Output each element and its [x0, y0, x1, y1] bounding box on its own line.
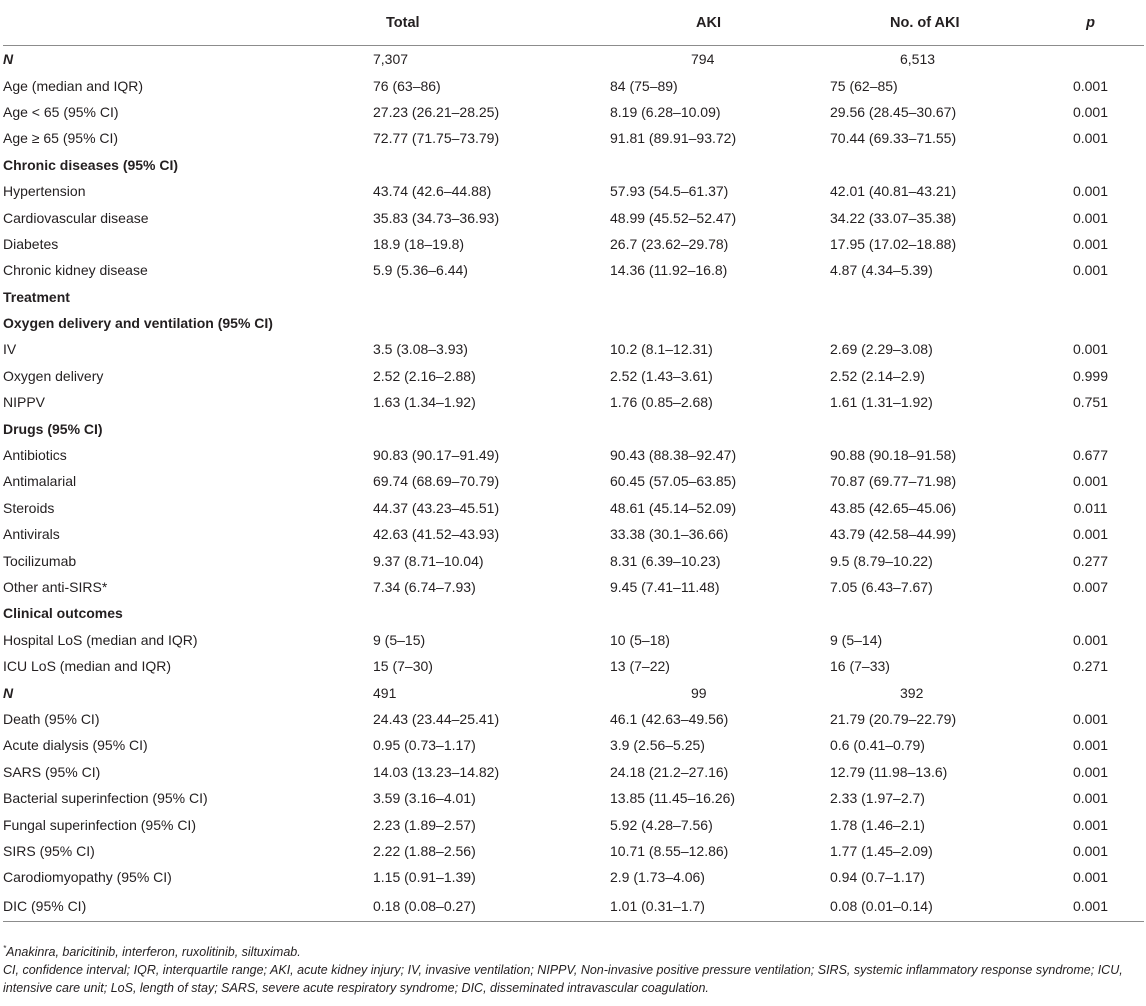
- cell-aki: [610, 284, 830, 310]
- row-label: N: [3, 684, 14, 701]
- row-label: Oxygen delivery: [3, 367, 104, 384]
- cell-p: 0.271: [1072, 658, 1109, 675]
- cell-aki: 48.99 (45.52–52.47): [610, 209, 737, 226]
- cell-aki: 14.36 (11.92–16.8): [610, 262, 728, 279]
- cell-aki: 99: [691, 684, 707, 701]
- cell-p: 0.001: [1072, 341, 1109, 358]
- cell-no-aki: 1.61 (1.31–1.92): [830, 394, 933, 411]
- table-row: [3, 468, 1144, 494]
- cell-total: [373, 284, 610, 310]
- row-label: Antimalarial: [3, 473, 77, 490]
- results-table: [3, 0, 1144, 922]
- cell-p: 0.001: [1072, 183, 1109, 200]
- cell-p: 0.001: [1072, 869, 1109, 886]
- cell-p: 0.001: [1072, 77, 1109, 94]
- cell-total: 90.83 (90.17–91.49): [373, 447, 500, 464]
- cell-aki: [610, 310, 830, 336]
- cell-p: 0.001: [1072, 473, 1109, 490]
- cell-aki: [610, 600, 830, 626]
- cell-aki: 24.18 (21.2–27.16): [610, 763, 729, 780]
- table-row: [3, 891, 1144, 922]
- header-total: Total: [373, 0, 610, 46]
- cell-aki: [610, 415, 830, 441]
- cell-no-aki: [830, 152, 1037, 178]
- cell-total: 18.9 (18–19.8): [373, 235, 465, 252]
- cell-total: [373, 600, 610, 626]
- cell-total: 14.03 (13.23–14.82): [373, 763, 500, 780]
- table-row: [3, 389, 1144, 415]
- cell-no-aki: 17.95 (17.02–18.88): [830, 235, 957, 252]
- cell-aki: 13 (7–22): [610, 658, 670, 675]
- table-row: [3, 653, 1144, 679]
- cell-aki: 46.1 (42.63–49.56): [610, 710, 729, 727]
- cell-p: 0.001: [1072, 816, 1109, 833]
- cell-aki: 10.2 (8.1–12.31): [610, 341, 713, 358]
- cell-aki: 9.45 (7.41–11.48): [610, 579, 720, 595]
- section-row: [3, 284, 1144, 310]
- footnote-1-text: Anakinra, baricitinib, interferon, ruxolitinib, siltuximab.: [6, 944, 301, 959]
- row-label: Treatment: [3, 288, 70, 305]
- cell-p: 0.001: [1072, 710, 1109, 727]
- table-row: [3, 442, 1144, 468]
- row-label: Death (95% CI): [3, 710, 100, 727]
- cell-no-aki: 1.78 (1.46–2.1): [830, 816, 925, 833]
- table-row: [3, 363, 1144, 389]
- cell-p: 0.001: [1072, 737, 1109, 754]
- header-p: p: [1037, 0, 1144, 46]
- cell-total: 2.23 (1.89–2.57): [373, 816, 476, 833]
- cell-no-aki: 2.33 (1.97–2.7): [830, 790, 925, 807]
- cell-no-aki: 392: [900, 684, 924, 701]
- cell-p: [1037, 415, 1144, 441]
- cell-p: [1037, 679, 1144, 705]
- cell-no-aki: 0.08 (0.01–0.14): [830, 891, 1037, 922]
- cell-no-aki: 1.77 (1.45–2.09): [830, 842, 933, 859]
- cell-total: 44.37 (43.23–45.51): [373, 499, 500, 516]
- row-label: Cardiovascular disease: [3, 209, 149, 226]
- cell-aki: 2.52 (1.43–3.61): [610, 367, 713, 384]
- row-label: Other anti-SIRS*: [3, 579, 108, 595]
- cell-total: 35.83 (34.73–36.93): [373, 209, 500, 226]
- row-label: Chronic diseases (95% CI): [3, 156, 179, 173]
- table-row: [3, 336, 1144, 362]
- cell-p: 0.001: [1072, 262, 1109, 279]
- cell-total: 491: [373, 684, 397, 701]
- row-label: Age < 65 (95% CI): [3, 103, 119, 120]
- table-row: [3, 627, 1144, 653]
- cell-aki: 13.85 (11.45–16.26): [610, 790, 736, 807]
- table-row: [3, 811, 1144, 837]
- footnote-marker: *: [3, 943, 7, 953]
- table-row: [3, 732, 1144, 758]
- cell-aki: [610, 152, 830, 178]
- table-row: [3, 125, 1144, 151]
- cell-p: [1037, 46, 1144, 73]
- cell-total: 27.23 (26.21–28.25): [373, 103, 500, 120]
- row-label: NIPPV: [3, 394, 46, 411]
- cell-p: 0.001: [1072, 235, 1109, 252]
- row-label: Drugs (95% CI): [3, 420, 103, 437]
- cell-total: 9 (5–15): [373, 631, 426, 648]
- cell-no-aki: 43.85 (42.65–45.06): [830, 499, 957, 516]
- cell-p: 0.001: [1072, 763, 1109, 780]
- cell-no-aki: 43.79 (42.58–44.99): [830, 526, 957, 543]
- cell-total: 7,307: [373, 51, 409, 68]
- cell-p: 0.007: [1072, 579, 1109, 595]
- cell-total: [373, 415, 610, 441]
- table-row: [3, 99, 1144, 125]
- row-label: Acute dialysis (95% CI): [3, 737, 148, 754]
- table-row: [3, 785, 1144, 811]
- cell-total: 9.37 (8.71–10.04): [373, 552, 484, 569]
- cell-aki: 10.71 (8.55–12.86): [610, 842, 729, 859]
- cell-p: 0.001: [1072, 526, 1109, 543]
- row-label: SARS (95% CI): [3, 763, 101, 780]
- cell-total: 42.63 (41.52–43.93): [373, 526, 500, 543]
- row-label: ICU LoS (median and IQR): [3, 658, 172, 675]
- cell-no-aki: 70.87 (69.77–71.98): [830, 473, 957, 490]
- cell-no-aki: 0.6 (0.41–0.79): [830, 737, 925, 754]
- cell-no-aki: [830, 284, 1037, 310]
- section-row: [3, 415, 1144, 441]
- cell-aki: 26.7 (23.62–29.78): [610, 235, 729, 252]
- cell-p: 0.751: [1072, 394, 1109, 411]
- cell-aki: 91.81 (89.91–93.72): [610, 130, 737, 147]
- table-row: [3, 547, 1144, 573]
- cell-no-aki: 4.87 (4.34–5.39): [830, 262, 933, 279]
- table-row: [3, 864, 1144, 890]
- cell-total: [373, 310, 610, 336]
- table-row: [3, 495, 1144, 521]
- row-label: Bacterial superinfection (95% CI): [3, 790, 208, 807]
- cell-aki: 3.9 (2.56–5.25): [610, 737, 705, 754]
- cell-p: 0.001: [1037, 891, 1144, 922]
- cell-aki: 60.45 (57.05–63.85): [610, 473, 737, 490]
- cell-aki: 8.31 (6.39–10.23): [610, 552, 721, 569]
- cell-p: 0.277: [1072, 552, 1109, 569]
- n-row: [3, 46, 1144, 73]
- row-label: Clinical outcomes: [3, 605, 123, 622]
- cell-total: 3.59 (3.16–4.01): [373, 790, 476, 807]
- cell-no-aki: 75 (62–85): [830, 77, 898, 94]
- table-row: [3, 759, 1144, 785]
- table-row: [3, 706, 1144, 732]
- row-label: Carodiomyopathy (95% CI): [3, 869, 172, 886]
- table-row: [3, 204, 1144, 230]
- section-row: [3, 600, 1144, 626]
- cell-total: [373, 152, 610, 178]
- row-label: Fungal superinfection (95% CI): [3, 816, 196, 833]
- cell-aki: 794: [691, 51, 715, 68]
- row-label: N: [3, 51, 14, 68]
- cell-total: 15 (7–30): [373, 658, 433, 675]
- footnote-1: [3, 940, 1143, 961]
- row-label: Steroids: [3, 499, 55, 516]
- cell-p: [1037, 600, 1144, 626]
- table-row: [3, 231, 1144, 257]
- cell-p: [1037, 284, 1144, 310]
- cell-aki: 48.61 (45.14–52.09): [610, 499, 737, 516]
- cell-total: 0.95 (0.73–1.17): [373, 737, 476, 754]
- cell-p: 0.001: [1072, 209, 1109, 226]
- row-label: DIC (95% CI): [3, 891, 373, 922]
- header-no-aki: No. of AKI: [830, 0, 1037, 46]
- cell-total: 2.52 (2.16–2.88): [373, 367, 476, 384]
- cell-total: 1.15 (0.91–1.39): [373, 869, 476, 886]
- row-label: IV: [3, 341, 17, 358]
- cell-total: 76 (63–86): [373, 77, 441, 94]
- cell-no-aki: [830, 310, 1037, 336]
- row-label: Age ≥ 65 (95% CI): [3, 130, 119, 147]
- cell-aki: 5.92 (4.28–7.56): [610, 816, 713, 833]
- cell-no-aki: 70.44 (69.33–71.55): [830, 130, 957, 147]
- cell-aki: 10 (5–18): [610, 631, 670, 648]
- cell-p: 0.001: [1072, 790, 1109, 807]
- cell-p: 0.677: [1072, 447, 1109, 464]
- cell-p: 0.001: [1072, 631, 1109, 648]
- header-row: [3, 0, 1144, 46]
- cell-no-aki: 7.05 (6.43–7.67): [830, 579, 933, 595]
- cell-no-aki: 42.01 (40.81–43.21): [830, 183, 957, 200]
- section-row: [3, 310, 1144, 336]
- cell-no-aki: 9 (5–14): [830, 631, 883, 648]
- table-body: [3, 46, 1144, 922]
- row-label: Diabetes: [3, 235, 59, 252]
- cell-aki: 33.38 (30.1–36.66): [610, 526, 729, 543]
- table-row: [3, 178, 1144, 204]
- cell-no-aki: 29.56 (28.45–30.67): [830, 103, 957, 120]
- header-label: [3, 0, 373, 46]
- table-row: [3, 838, 1144, 864]
- table-row: [3, 257, 1144, 283]
- cell-aki: 8.19 (6.28–10.09): [610, 103, 721, 120]
- cell-aki: 84 (75–89): [610, 77, 678, 94]
- cell-total: 2.22 (1.88–2.56): [373, 842, 476, 859]
- cell-no-aki: 2.69 (2.29–3.08): [830, 341, 933, 358]
- cell-no-aki: 90.88 (90.18–91.58): [830, 447, 957, 464]
- cell-aki: 90.43 (88.38–92.47): [610, 447, 737, 464]
- cell-no-aki: [830, 600, 1037, 626]
- cell-total: 43.74 (42.6–44.88): [373, 183, 492, 200]
- cell-aki: 2.9 (1.73–4.06): [610, 869, 705, 886]
- row-label: SIRS (95% CI): [3, 842, 95, 859]
- row-label: Tocilizumab: [3, 552, 77, 569]
- cell-no-aki: 9.5 (8.79–10.22): [830, 552, 933, 569]
- cell-p: [1037, 310, 1144, 336]
- cell-no-aki: 2.52 (2.14–2.9): [830, 367, 925, 384]
- row-label: Chronic kidney disease: [3, 262, 148, 279]
- section-row: [3, 152, 1144, 178]
- cell-total: 72.77 (71.75–73.79): [373, 130, 500, 147]
- row-label: Antibiotics: [3, 447, 67, 464]
- cell-no-aki: 0.94 (0.7–1.17): [830, 869, 925, 886]
- cell-no-aki: 12.79 (11.98–13.6): [830, 763, 948, 780]
- cell-aki: 1.76 (0.85–2.68): [610, 394, 713, 411]
- n-row: [3, 679, 1144, 705]
- cell-no-aki: 34.22 (33.07–35.38): [830, 209, 957, 226]
- cell-p: 0.001: [1072, 103, 1109, 120]
- table-row: [3, 574, 1144, 600]
- cell-p: 0.999: [1072, 367, 1109, 384]
- cell-aki: 1.01 (0.31–1.7): [610, 891, 830, 922]
- table-row: [3, 72, 1144, 98]
- cell-p: 0.001: [1072, 842, 1109, 859]
- cell-no-aki: 6,513: [900, 51, 936, 68]
- cell-total: 7.34 (6.74–7.93): [373, 579, 476, 595]
- cell-total: 69.74 (68.69–70.79): [373, 473, 500, 490]
- row-label: Hypertension: [3, 183, 86, 200]
- cell-total: 3.5 (3.08–3.93): [373, 341, 468, 358]
- cell-p: 0.011: [1073, 499, 1108, 516]
- cell-no-aki: 16 (7–33): [830, 658, 890, 675]
- cell-no-aki: 21.79 (20.79–22.79): [830, 710, 957, 727]
- cell-total: 1.63 (1.34–1.92): [373, 394, 476, 411]
- footnotes: [3, 940, 1143, 997]
- row-label: Antivirals: [3, 526, 60, 543]
- row-label: Age (median and IQR): [3, 77, 144, 94]
- cell-aki: 57.93 (54.5–61.37): [610, 183, 729, 200]
- cell-total: 0.18 (0.08–0.27): [373, 891, 610, 922]
- table-row: [3, 521, 1144, 547]
- cell-p: [1037, 152, 1144, 178]
- row-label: Hospital LoS (median and IQR): [3, 631, 198, 648]
- cell-p: 0.001: [1072, 130, 1109, 147]
- header-aki: AKI: [610, 0, 830, 46]
- footnote-2: CI, confidence interval; IQR, interquartile range; AKI, acute kidney injury; IV, invasive ventilation; NIPPV, Non-invasive positive pressure ventilation; SIRS, systemic inflammatory response syndrome; ICU, intensive care unit; LoS, length of stay; SARS, severe acute respiratory syndrome; DIC, disseminated intravascular coagulation.: [3, 962, 1123, 995]
- cell-total: 5.9 (5.36–6.44): [373, 262, 468, 279]
- cell-total: 24.43 (23.44–25.41): [373, 710, 500, 727]
- cell-no-aki: [830, 415, 1037, 441]
- table-header: [3, 0, 1144, 46]
- row-label: Oxygen delivery and ventilation (95% CI): [3, 315, 273, 332]
